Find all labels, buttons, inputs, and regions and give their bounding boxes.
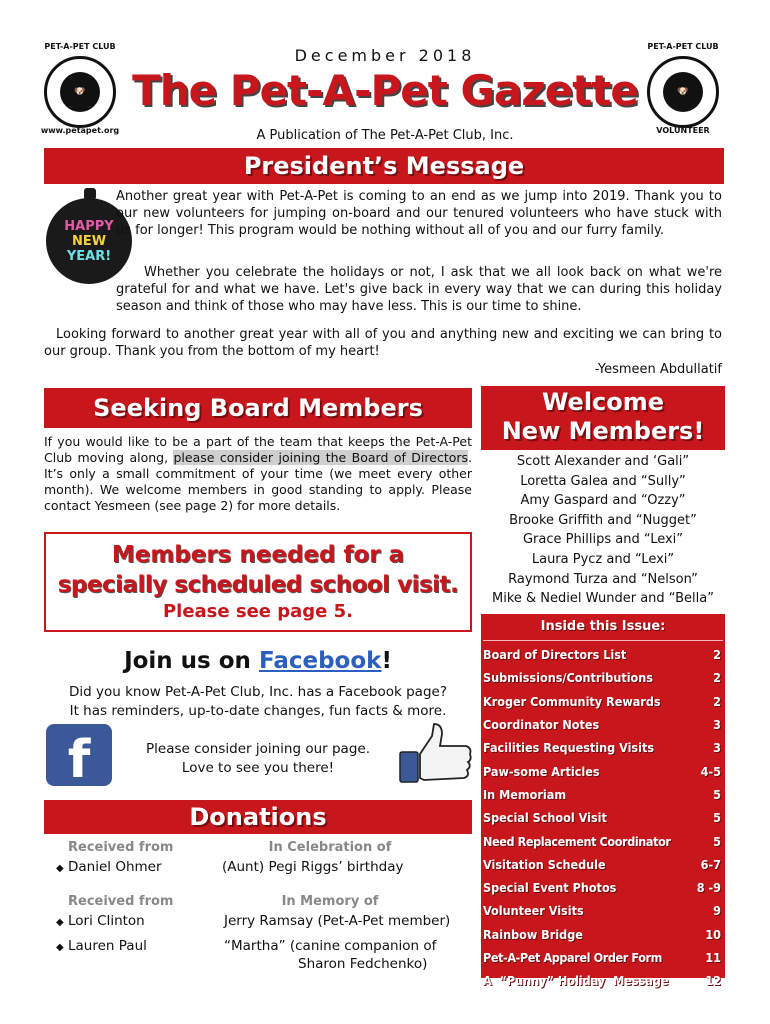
toc-label: A “Punny” Holiday Message — [483, 973, 669, 989]
dog-face-icon: 🐶 — [663, 72, 703, 112]
toc-page: 10 — [705, 926, 721, 942]
welcome-member-list — [481, 452, 725, 609]
list-item: Loretta Galea and “Sully” — [520, 473, 686, 489]
issue-date: December 2018 — [294, 46, 476, 65]
inside-this-issue — [481, 614, 725, 989]
board-text — [44, 434, 472, 514]
welcome-heading-line-2: New Members! — [501, 417, 705, 445]
celebration-honoree: (Aunt) Pegi Riggs’ birthday — [222, 859, 404, 875]
toc-row[interactable] — [481, 876, 725, 899]
memory-honoree: Jerry Ramsay (Pet-A-Pet member) — [224, 913, 451, 929]
list-item: Brooke Griffith and “Nugget” — [509, 512, 697, 528]
school-visit-box — [44, 532, 472, 632]
toc-page: 5 — [713, 786, 721, 802]
facebook-f-icon: f — [46, 724, 112, 786]
memory-donor-name: Lori Clinton — [68, 913, 145, 929]
board-text-a: If you would like to be a part of the team that keeps the Pet-A-Pet Club moving along, — [44, 434, 472, 465]
list-item: Scott Alexander and ‘Gali” — [516, 454, 690, 469]
list-item: Mike & Nediel Wunder and “Bella” — [492, 591, 714, 607]
ornament-line: NEW — [71, 233, 107, 249]
toc-divider — [483, 640, 723, 641]
left-logo-bottom-text: www.petapet.org — [40, 126, 120, 135]
toc-page: 12 — [705, 973, 721, 989]
newsletter-subtitle: A Publication of The Pet-A-Pet Club, Inc. — [256, 128, 514, 143]
president-paragraph-2: Whether you celebrate the holidays or not, I ask that we all look back on what we're grateful for and what we have. Let's give back in every way that we can during this holiday season and think of those who may have less. This is our time to shine. — [116, 265, 722, 314]
bullet-diamond-icon: ◆ — [56, 942, 64, 953]
left-club-logo — [44, 56, 116, 128]
list-item: Amy Gaspard and “Ozzy” — [520, 493, 686, 509]
donations-heading: Donations — [44, 800, 472, 834]
board-heading: Seeking Board Members — [44, 388, 472, 428]
memory-donor — [56, 913, 145, 931]
school-visit-line-1: Members needed for a — [111, 542, 405, 568]
toc-row[interactable] — [481, 690, 725, 713]
toc-label: Special Event Photos — [483, 880, 617, 896]
list-item: Grace Phillips and “Lexi” — [522, 532, 684, 548]
ornament-line: YEAR! — [66, 248, 112, 264]
toc-row[interactable] — [481, 643, 725, 666]
toc-page: 8 -9 — [696, 880, 721, 896]
toc-page: 2 — [713, 693, 721, 709]
list-item: Raymond Turza and “Nelson” — [508, 571, 698, 587]
toc-row[interactable] — [481, 829, 725, 852]
facebook-line-1: Did you know Pet-A-Pet Club, Inc. has a Facebook page? — [68, 684, 447, 700]
toc-row[interactable] — [481, 759, 725, 782]
received-from-label: Received from — [68, 840, 174, 855]
toc-page: 3 — [713, 717, 721, 733]
president-heading: President’s Message — [44, 148, 724, 184]
received-from-label: Received from — [68, 894, 174, 909]
left-logo-top-text: PET-A-PET CLUB — [44, 42, 116, 51]
toc-page: 6-7 — [700, 856, 721, 872]
president-paragraph-1: Another great year with Pet-A-Pet is coming to an end as we jump into 2019. Thank you to our new volunteers for jumping on-board and our tenured volunteers who have stuck with us for longer! This program would be nothing without all of you and our furry family. — [116, 189, 722, 238]
toc-row[interactable] — [481, 736, 725, 759]
school-visit-line-2: specially scheduled school visit. — [57, 572, 459, 598]
toc-label: Need Replacement Coordinator — [483, 833, 671, 849]
thumbs-up-icon — [398, 722, 474, 786]
school-visit-line-3: Please see page 5. — [162, 601, 354, 622]
toc-row[interactable] — [481, 853, 725, 876]
bullet-diamond-icon: ◆ — [56, 917, 64, 928]
toc-label: Volunteer Visits — [483, 903, 584, 919]
toc-label: Pet-A-Pet Apparel Order Form — [483, 950, 662, 965]
memory-honoree: Sharon Fedchenko) — [298, 956, 428, 972]
toc-label: Kroger Community Rewards — [483, 693, 661, 709]
toc-page: 9 — [713, 903, 721, 919]
right-logo-top-text: PET-A-PET CLUB — [647, 42, 719, 51]
toc-label: Facilities Requesting Visits — [483, 740, 655, 756]
facebook-invite-2: Love to see you there! — [181, 760, 335, 776]
toc-row[interactable] — [481, 946, 725, 969]
newsletter-title: The Pet-A-Pet Gazette — [132, 66, 638, 115]
toc-row[interactable] — [481, 969, 725, 992]
bullet-diamond-icon: ◆ — [56, 863, 64, 874]
ornament-line: HAPPY — [64, 218, 114, 234]
toc-page: 2 — [713, 647, 721, 663]
toc-heading: Inside this Issue: — [540, 619, 666, 634]
celebration-donor — [56, 859, 162, 877]
facebook-heading-prefix: Join us on — [124, 648, 259, 674]
president-paragraph-3: Looking forward to another great year with all of you and anything new and exciting we can bring to our group. Thank you from the bottom of my heart! — [44, 327, 722, 359]
toc-row[interactable] — [481, 666, 725, 689]
toc-label: Paw-some Articles — [483, 763, 600, 779]
toc-row[interactable] — [481, 923, 725, 946]
facebook-link[interactable]: Facebook — [258, 648, 382, 674]
celebration-label: In Celebration of — [268, 840, 392, 855]
toc-label: Coordinator Notes — [483, 717, 600, 733]
celebration-donor-name: Daniel Ohmer — [68, 859, 162, 875]
toc-label: Special School Visit — [483, 810, 607, 826]
board-text-b: . It’s only a small commitment of your time (we meet every other month). We welcome members in good standing to apply. Please contact Yesmeen (see page 2) for more details. — [44, 450, 472, 513]
memory-honoree: “Martha” (canine companion of — [224, 938, 437, 954]
facebook-heading — [44, 648, 472, 674]
toc-label: In Memoriam — [483, 786, 567, 802]
board-text-highlight: please consider joining the Board of Directors — [173, 450, 469, 465]
toc-label: Board of Directors List — [483, 647, 627, 663]
toc-page: 11 — [705, 950, 721, 965]
memory-donor-name: Lauren Paul — [68, 938, 147, 954]
memory-label: In Memory of — [281, 894, 379, 909]
welcome-heading — [481, 386, 725, 450]
toc-page: 5 — [713, 810, 721, 826]
toc-page: 5 — [713, 833, 721, 849]
right-volunteer-logo — [647, 56, 719, 128]
toc-label: Submissions/Contributions — [483, 670, 653, 686]
right-logo-bottom-text: VOLUNTEER — [656, 126, 710, 135]
toc-row[interactable] — [481, 806, 725, 829]
welcome-heading-line-1: Welcome — [541, 388, 665, 416]
toc-row[interactable] — [481, 713, 725, 736]
president-signature: -Yesmeen Abdullatif — [594, 362, 722, 377]
list-item: Laura Pycz and “Lexi” — [531, 551, 675, 567]
facebook-line-2: It has reminders, up-to-date changes, fun facts & more. — [69, 703, 447, 719]
memory-donor — [56, 938, 147, 956]
toc-label: Visitation Schedule — [483, 856, 606, 872]
toc-page: 4-5 — [700, 763, 721, 779]
facebook-heading-suffix: ! — [381, 648, 392, 674]
toc-label: Rainbow Bridge — [483, 926, 583, 942]
toc-page: 3 — [713, 740, 721, 756]
dog-face-icon: 🐶 — [60, 72, 100, 112]
toc-row[interactable] — [481, 899, 725, 922]
toc-row[interactable] — [481, 783, 725, 806]
ornament-cap-icon — [84, 188, 96, 200]
facebook-invite-1: Please consider joining our page. — [146, 741, 370, 757]
toc-page: 2 — [713, 670, 721, 686]
